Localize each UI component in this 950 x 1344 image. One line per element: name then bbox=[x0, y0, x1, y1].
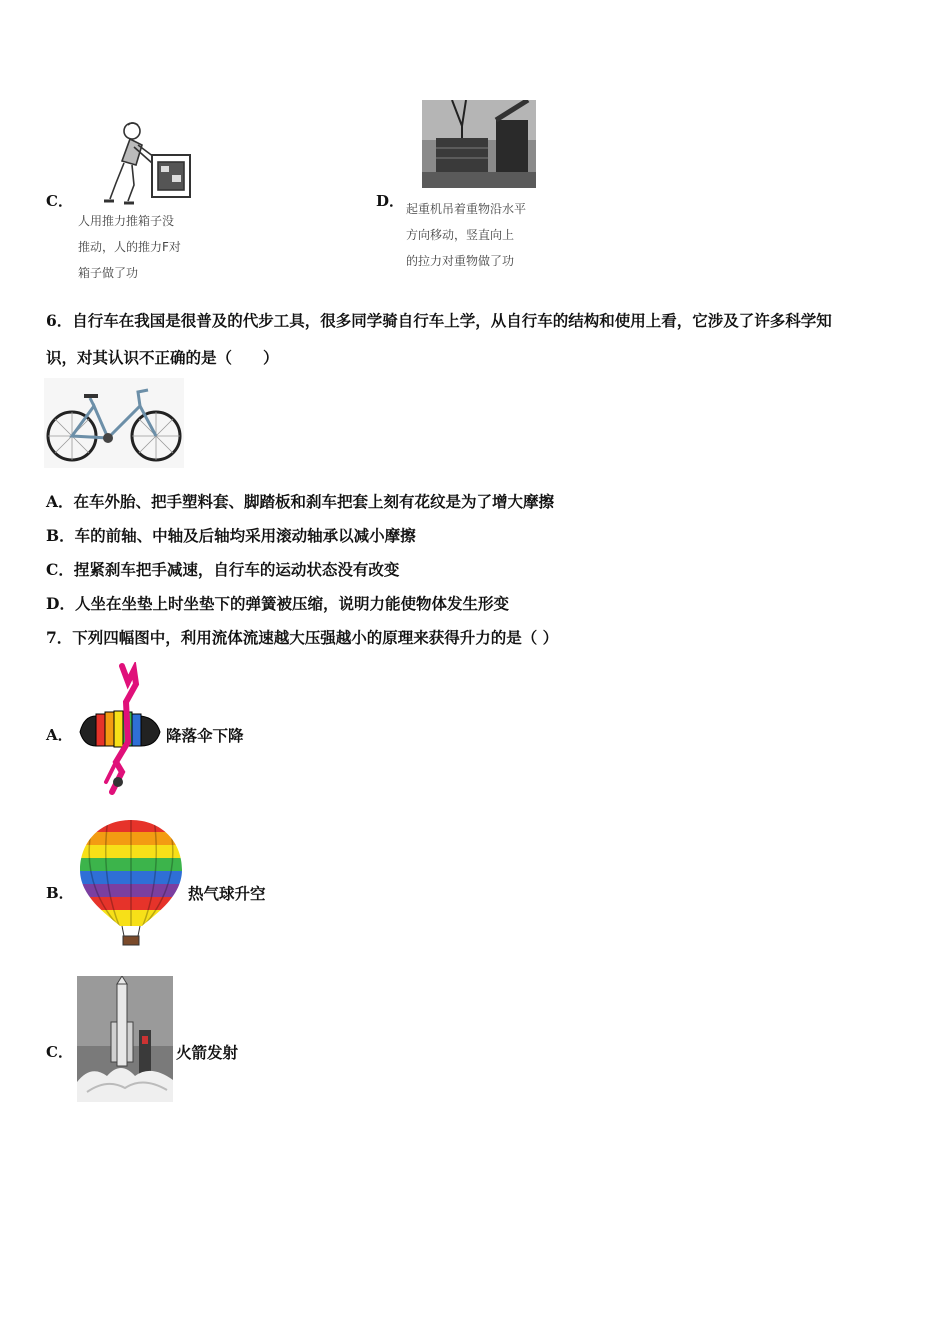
q7-option-b-label: B． bbox=[46, 884, 74, 902]
q6-option-c: C．捏紧刹车把手减速，自行车的运动状态没有改变 bbox=[46, 560, 400, 579]
q6-stem-line: 识，对其认识不正确的是（ ） bbox=[46, 348, 279, 367]
q7-option-c-caption: 火箭发射 bbox=[176, 1043, 239, 1062]
q7-option-a-caption: 降落伞下降 bbox=[166, 726, 244, 745]
caption-line: 箱子做了功 bbox=[78, 266, 139, 280]
q6-stem-line: 6．自行车在我国是很普及的代步工具，很多同学骑自行车上学，从自行车的结构和使用上看，它涉及了许多科学知 bbox=[46, 311, 832, 330]
caption-line: 方向移动，竖直向上 bbox=[406, 228, 515, 242]
bicycle-image bbox=[44, 378, 184, 468]
q5-option-c-label: C． bbox=[46, 192, 73, 210]
q7-option-a-label: A． bbox=[46, 726, 73, 744]
rocket-launch-image bbox=[77, 976, 173, 1102]
q6-option-a: A．在车外胎、把手塑料套、脚踏板和刹车把套上刻有花纹是为了增大摩擦 bbox=[46, 492, 555, 511]
q7-option-b-caption: 热气球升空 bbox=[188, 884, 266, 903]
q6-option-d: D．人坐在坐垫上时坐垫下的弹簧被压缩，说明力能使物体发生形变 bbox=[46, 594, 509, 613]
crane-lifting-load-image bbox=[422, 100, 536, 188]
parachutist-image bbox=[76, 662, 164, 796]
hot-air-balloon-image bbox=[78, 818, 184, 948]
q5-option-d-caption bbox=[406, 196, 526, 274]
q7-stem: 7．下列四幅图中，利用流体流速越大压强越小的原理来获得升力的是（ ） bbox=[46, 628, 559, 647]
q5-option-d-label: D． bbox=[376, 192, 405, 210]
caption-line: 推动，人的推力F对 bbox=[78, 240, 181, 254]
q6-stem bbox=[46, 302, 926, 376]
q5-option-c-caption bbox=[78, 208, 181, 286]
caption-line: 起重机吊着重物沿水平 bbox=[406, 202, 527, 216]
boy-pushing-box-image bbox=[90, 115, 200, 215]
caption-line: 人用推力推箱子没 bbox=[78, 214, 175, 228]
q6-option-b: B．车的前轴、中轴及后轴均采用滚动轴承以减小摩擦 bbox=[46, 526, 416, 545]
caption-line: 的拉力对重物做了功 bbox=[406, 254, 515, 268]
q7-option-c-label: C． bbox=[46, 1043, 73, 1061]
